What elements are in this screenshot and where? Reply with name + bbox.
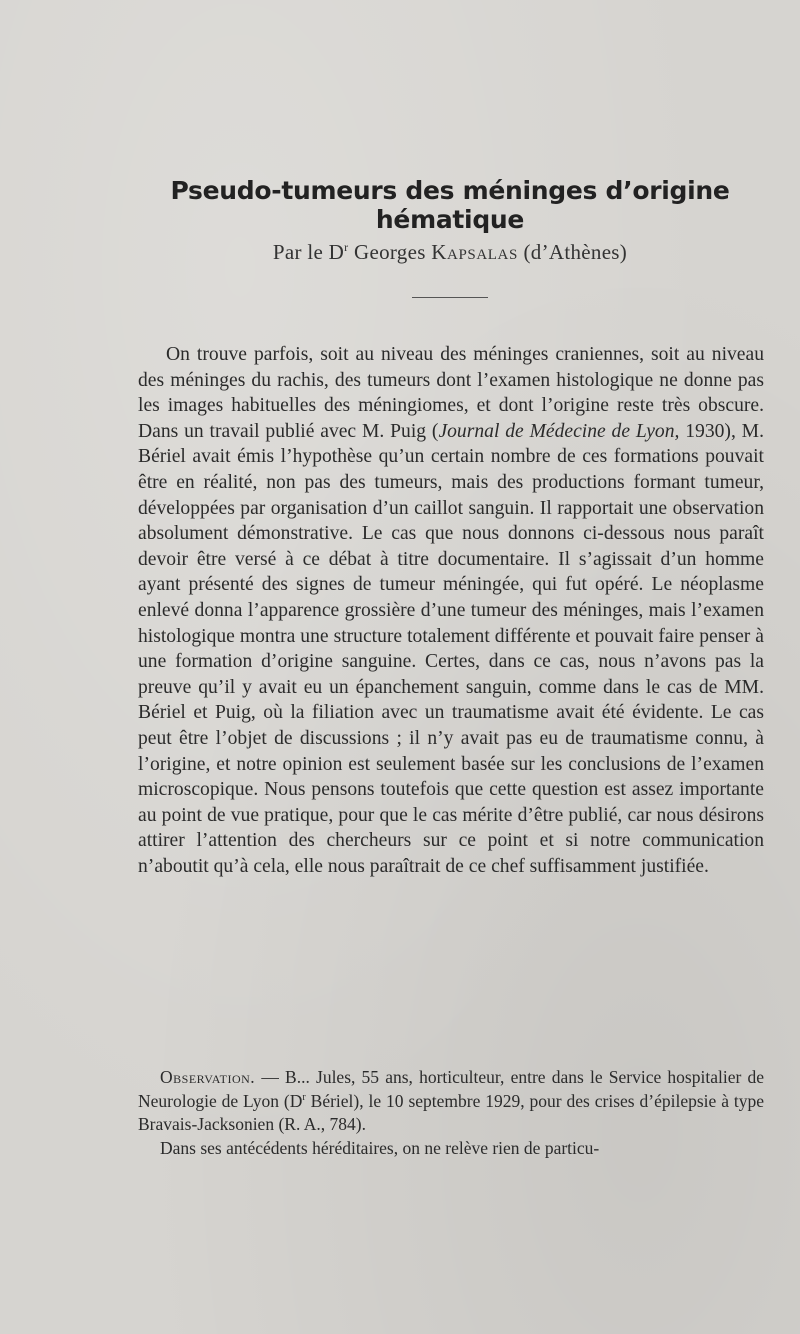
intro-text-part2: 1930), M. Bériel avait émis l’hypothèse qu’un certain nombre de ces formations pouvait être en réalité, non pas des tumeurs, mais des productions formant tumeur, développées par organisation d’un caillot sanguin. Il rapportait une observation absolument démonstrative. Le cas que nous donnons ci-dessous nous paraît devoir être versé à ce débat à titre documentaire. Il s’agissait d’un homme ayant présenté des signes de tumeur méningée, qui fut opéré. Le néoplasme enlevé donna l’apparence grossière d’une tumeur des méninges, mais l’examen histologique montra une structure totalement différente et pouvait faire penser à une formation d’origine sanguine. Certes, dans ce cas, nous n’avons pas la preuve qu’il y avait eu un épanchement sanguin, comme dans le cas de MM. Bériel et Puig, où la filiation avec un traumatisme avait été évidente. Le cas peut être l’objet de discussions ; il n’y avait pas eu de traumatisme connu, à l’origine, et notre opinion est seulement basée sur les conclusions de l’examen microscopique. Nous pensons toutefois que cette question est assez importante au point de vue pratique, pour que le cas mérite d’être publié, car nous désirons attirer l’attention des chercheurs sur ce point et si notre communication n’aboutit qu’à cela, elle nous paraîtrait de ce chef suffisamment justifiée. [138,420,765,877]
introduction-paragraph [138,342,764,879]
intro-text-part1: On trouve parfois, soit au niveau des méninges craniennes, soit au niveau des méninges du rachis, des tumeurs dont l’examen histologique ne donne pas les images habituelles des méningiomes, et dont l’origine reste très obscure. Dans un travail publié avec M. Puig ( [138,344,764,442]
byline-prefix-superscript: r [344,240,349,254]
observation-text-part2: Bériel), le 10 septembre 1929, pour des crises d’épilepsie à type Bravais-Jacksonien (R. A., 784). [138,1090,764,1134]
observation-section [138,1066,764,1160]
article-title: Pseudo-tumeurs des méninges d’origine hématique [170,176,730,234]
title-separator-rule [412,297,488,298]
observation-text-part1: — B... Jules, 55 ans, horticulteur, entre dans le Service hospitalier de Neurologie de Lyon (D [138,1067,764,1111]
author-byline [0,240,800,265]
author-first-name: Georges [354,240,426,264]
author-surname: Kapsalas [431,240,518,264]
antecedents-paragraph: Dans ses antécédents héréditaires, on ne relève rien de particu- [160,1137,600,1158]
author-affiliation: (d’Athènes) [523,240,628,264]
introduction-section [138,342,764,879]
byline-prefix: Par le D [272,240,345,264]
observation-superscript: r [302,1091,306,1103]
journal-citation: Journal de Médecine de Lyon, [438,420,680,442]
observation-label: Observation. [160,1067,256,1087]
observation-paragraph [138,1066,764,1137]
